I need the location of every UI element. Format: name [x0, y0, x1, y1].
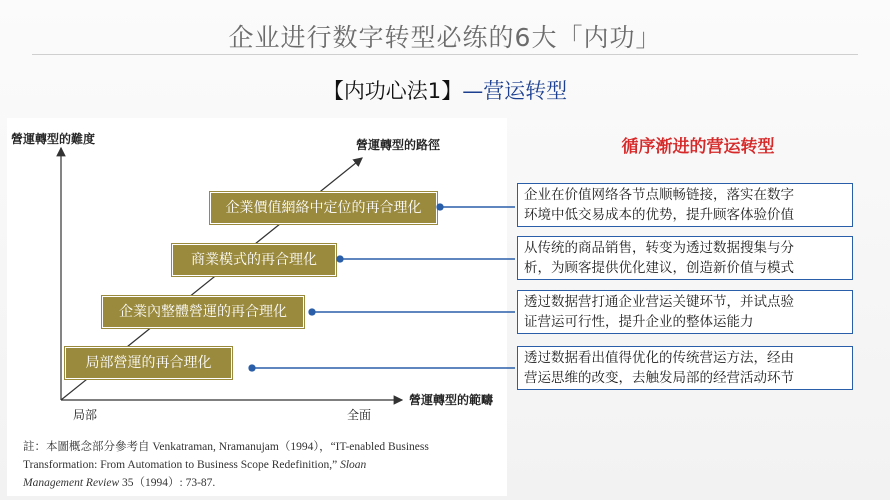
description-box-4: [517, 346, 853, 390]
slide-title: 企业进行数字转型必练的6大「内功」: [228, 23, 662, 52]
subtitle-dash: —: [462, 79, 484, 103]
step-box-enterprise-operations: 企業內整體營運的再合理化: [102, 296, 304, 328]
note-line-3b: 35（1994）: 73-87.: [122, 477, 216, 489]
note-line-1: 註：本圖概念部分參考自 Venkatraman, Nramanujam（1994），“IT-enabled Business: [23, 441, 429, 453]
path-label: 營運轉型的路徑: [356, 138, 441, 152]
note-line-2a: Transformation: From Automation to Business Scope Redefinition,”: [23, 459, 338, 471]
subtitle-topic: 营运转型: [483, 79, 568, 103]
subtitle-close-bracket: 】: [441, 79, 463, 103]
description-4-line-1: 透过数据看出值得优化的传统营运方法，经由: [524, 350, 794, 366]
description-3-line-2: 证营运可行性，提升企业的整体运能力: [524, 314, 754, 330]
x-axis-label: 營運轉型的範疇: [409, 393, 494, 407]
description-4-line-2: 营运思维的改变，去触发局部的经营活动环节: [524, 370, 794, 386]
x-axis-start-label: 局部: [73, 408, 98, 422]
right-panel-heading: 循序渐进的营运转型: [621, 137, 775, 157]
step-box-local-operations: 局部營運的再合理化: [65, 347, 232, 379]
description-1-line-2: 环境中低交易成本的优势，提升顾客体验价值: [524, 207, 794, 223]
description-box-3: [517, 290, 853, 334]
subtitle-main: 内功心法1: [343, 79, 442, 103]
step-box-value-network: 企業價值網絡中定位的再合理化: [210, 192, 437, 224]
description-box-2: [517, 236, 853, 280]
description-2-line-1: 从传统的商品销售，转变为透过数据搜集与分: [524, 240, 794, 256]
x-axis-end-label: 全面: [347, 408, 372, 422]
description-box-1: [517, 183, 853, 227]
note-line-3a: Management Review: [23, 477, 120, 489]
note-line-2b: Sloan: [340, 459, 367, 471]
description-1-line-1: 企业在价值网络各节点顺畅链接，落实在数字: [524, 187, 794, 203]
description-3-line-1: 透过数据营打通企业营运关键环节，并试点验: [524, 294, 794, 310]
subtitle-open-bracket: 【: [322, 79, 344, 103]
step-box-business-model: 商業模式的再合理化: [172, 244, 336, 276]
description-2-line-2: 析，为顾客提供优化建议，创造新价值与模式: [524, 260, 794, 276]
y-axis-label: 營運轉型的難度: [11, 132, 96, 146]
